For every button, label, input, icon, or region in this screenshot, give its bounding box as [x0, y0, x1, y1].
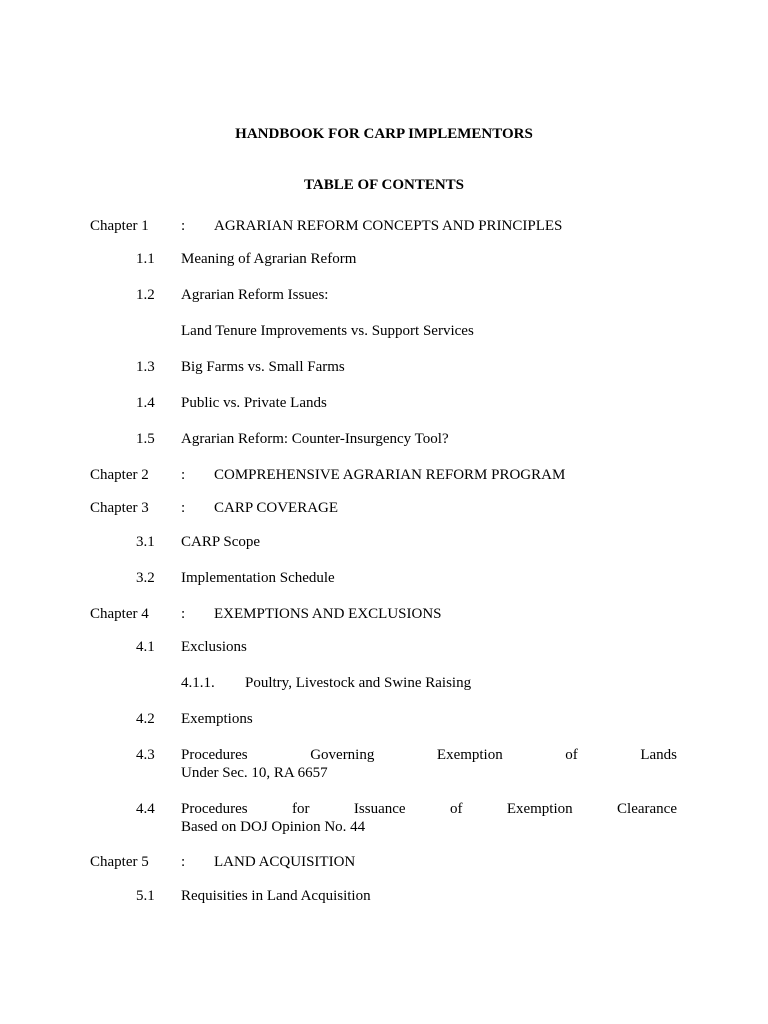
section-title: Public vs. Private Lands: [181, 395, 327, 411]
toc-chapter-5: [0, 853, 768, 871]
section-title-line-2: Under Sec. 10, RA 6657: [181, 765, 328, 781]
chapter-label: Chapter 3: [90, 500, 149, 516]
chapter-label: Chapter 5: [90, 854, 149, 870]
section-title: [181, 800, 677, 836]
toc-section-5-1: [0, 887, 768, 905]
toc-section-4-1: [0, 638, 768, 656]
toc-section-4-3: [0, 746, 768, 782]
toc-heading: TABLE OF CONTENTS: [303, 177, 465, 193]
chapter-colon: :: [181, 467, 186, 483]
chapter-label: Chapter 4: [90, 606, 149, 622]
section-title: Agrarian Reform: Counter-Insurgency Tool?: [181, 431, 449, 447]
section-number: 1.4: [136, 395, 155, 411]
section-title: Exclusions: [181, 639, 247, 655]
chapter-colon: :: [181, 218, 186, 234]
section-number: 3.2: [136, 570, 155, 586]
section-title-line-1: Procedures Governing Exemption of Lands: [181, 747, 677, 763]
section-number: 4.2: [136, 711, 155, 727]
chapter-colon: :: [181, 854, 186, 870]
section-title: Implementation Schedule: [181, 570, 335, 586]
section-number: 1.2: [136, 287, 155, 303]
subsection-title: Poultry, Livestock and Swine Raising: [245, 675, 472, 691]
toc-section-1-3: [0, 358, 768, 376]
chapter-title: AGRARIAN REFORM CONCEPTS AND PRINCIPLES: [214, 218, 563, 234]
toc-section-1-4: [0, 394, 768, 412]
subsection-number: 4.1.1.: [181, 675, 215, 691]
toc-section-3-2: [0, 569, 768, 587]
toc-chapter-2: [0, 466, 768, 484]
chapter-title: COMPREHENSIVE AGRARIAN REFORM PROGRAM: [214, 467, 566, 483]
chapter-colon: :: [181, 500, 186, 516]
toc-subsection-4-1-1: [0, 674, 768, 692]
toc-section-1-2: [0, 286, 768, 304]
toc-section-3-1: [0, 533, 768, 551]
section-number: 4.3: [136, 747, 155, 763]
section-title: Big Farms vs. Small Farms: [181, 359, 345, 375]
section-number: 1.3: [136, 359, 155, 375]
section-number: 4.4: [136, 801, 155, 817]
section-title: Meaning of Agrarian Reform: [181, 251, 357, 267]
section-title-continued: Land Tenure Improvements vs. Support Services: [181, 323, 474, 339]
toc-section-1-5: [0, 430, 768, 448]
toc-chapter-3: [0, 499, 768, 517]
section-title: [181, 746, 677, 782]
toc-section-4-2: [0, 710, 768, 728]
section-number: 1.1: [136, 251, 155, 267]
chapter-title: CARP COVERAGE: [214, 500, 339, 516]
section-title-line-1: Procedures for Issuance of Exemption Clearance: [181, 801, 677, 817]
chapter-colon: :: [181, 606, 186, 622]
section-number: 4.1: [136, 639, 155, 655]
section-title: CARP Scope: [181, 534, 261, 550]
toc-section-1-1: [0, 250, 768, 268]
section-title: Exemptions: [181, 711, 253, 727]
chapter-label: Chapter 1: [90, 218, 149, 234]
chapter-title: EXEMPTIONS AND EXCLUSIONS: [214, 606, 442, 622]
chapter-title: LAND ACQUISITION: [214, 854, 356, 870]
toc-chapter-1: [0, 217, 768, 235]
section-title: Agrarian Reform Issues:: [181, 287, 329, 303]
section-number: 5.1: [136, 888, 155, 904]
toc-section-1-2-continued: [0, 322, 768, 340]
document-title: HANDBOOK FOR CARP IMPLEMENTORS: [235, 126, 533, 142]
section-number: 3.1: [136, 534, 155, 550]
toc-chapter-4: [0, 605, 768, 623]
section-title: Requisities in Land Acquisition: [181, 888, 371, 904]
toc-section-4-4: [0, 800, 768, 836]
section-number: 1.5: [136, 431, 155, 447]
section-title-line-2: Based on DOJ Opinion No. 44: [181, 819, 366, 835]
chapter-label: Chapter 2: [90, 467, 149, 483]
